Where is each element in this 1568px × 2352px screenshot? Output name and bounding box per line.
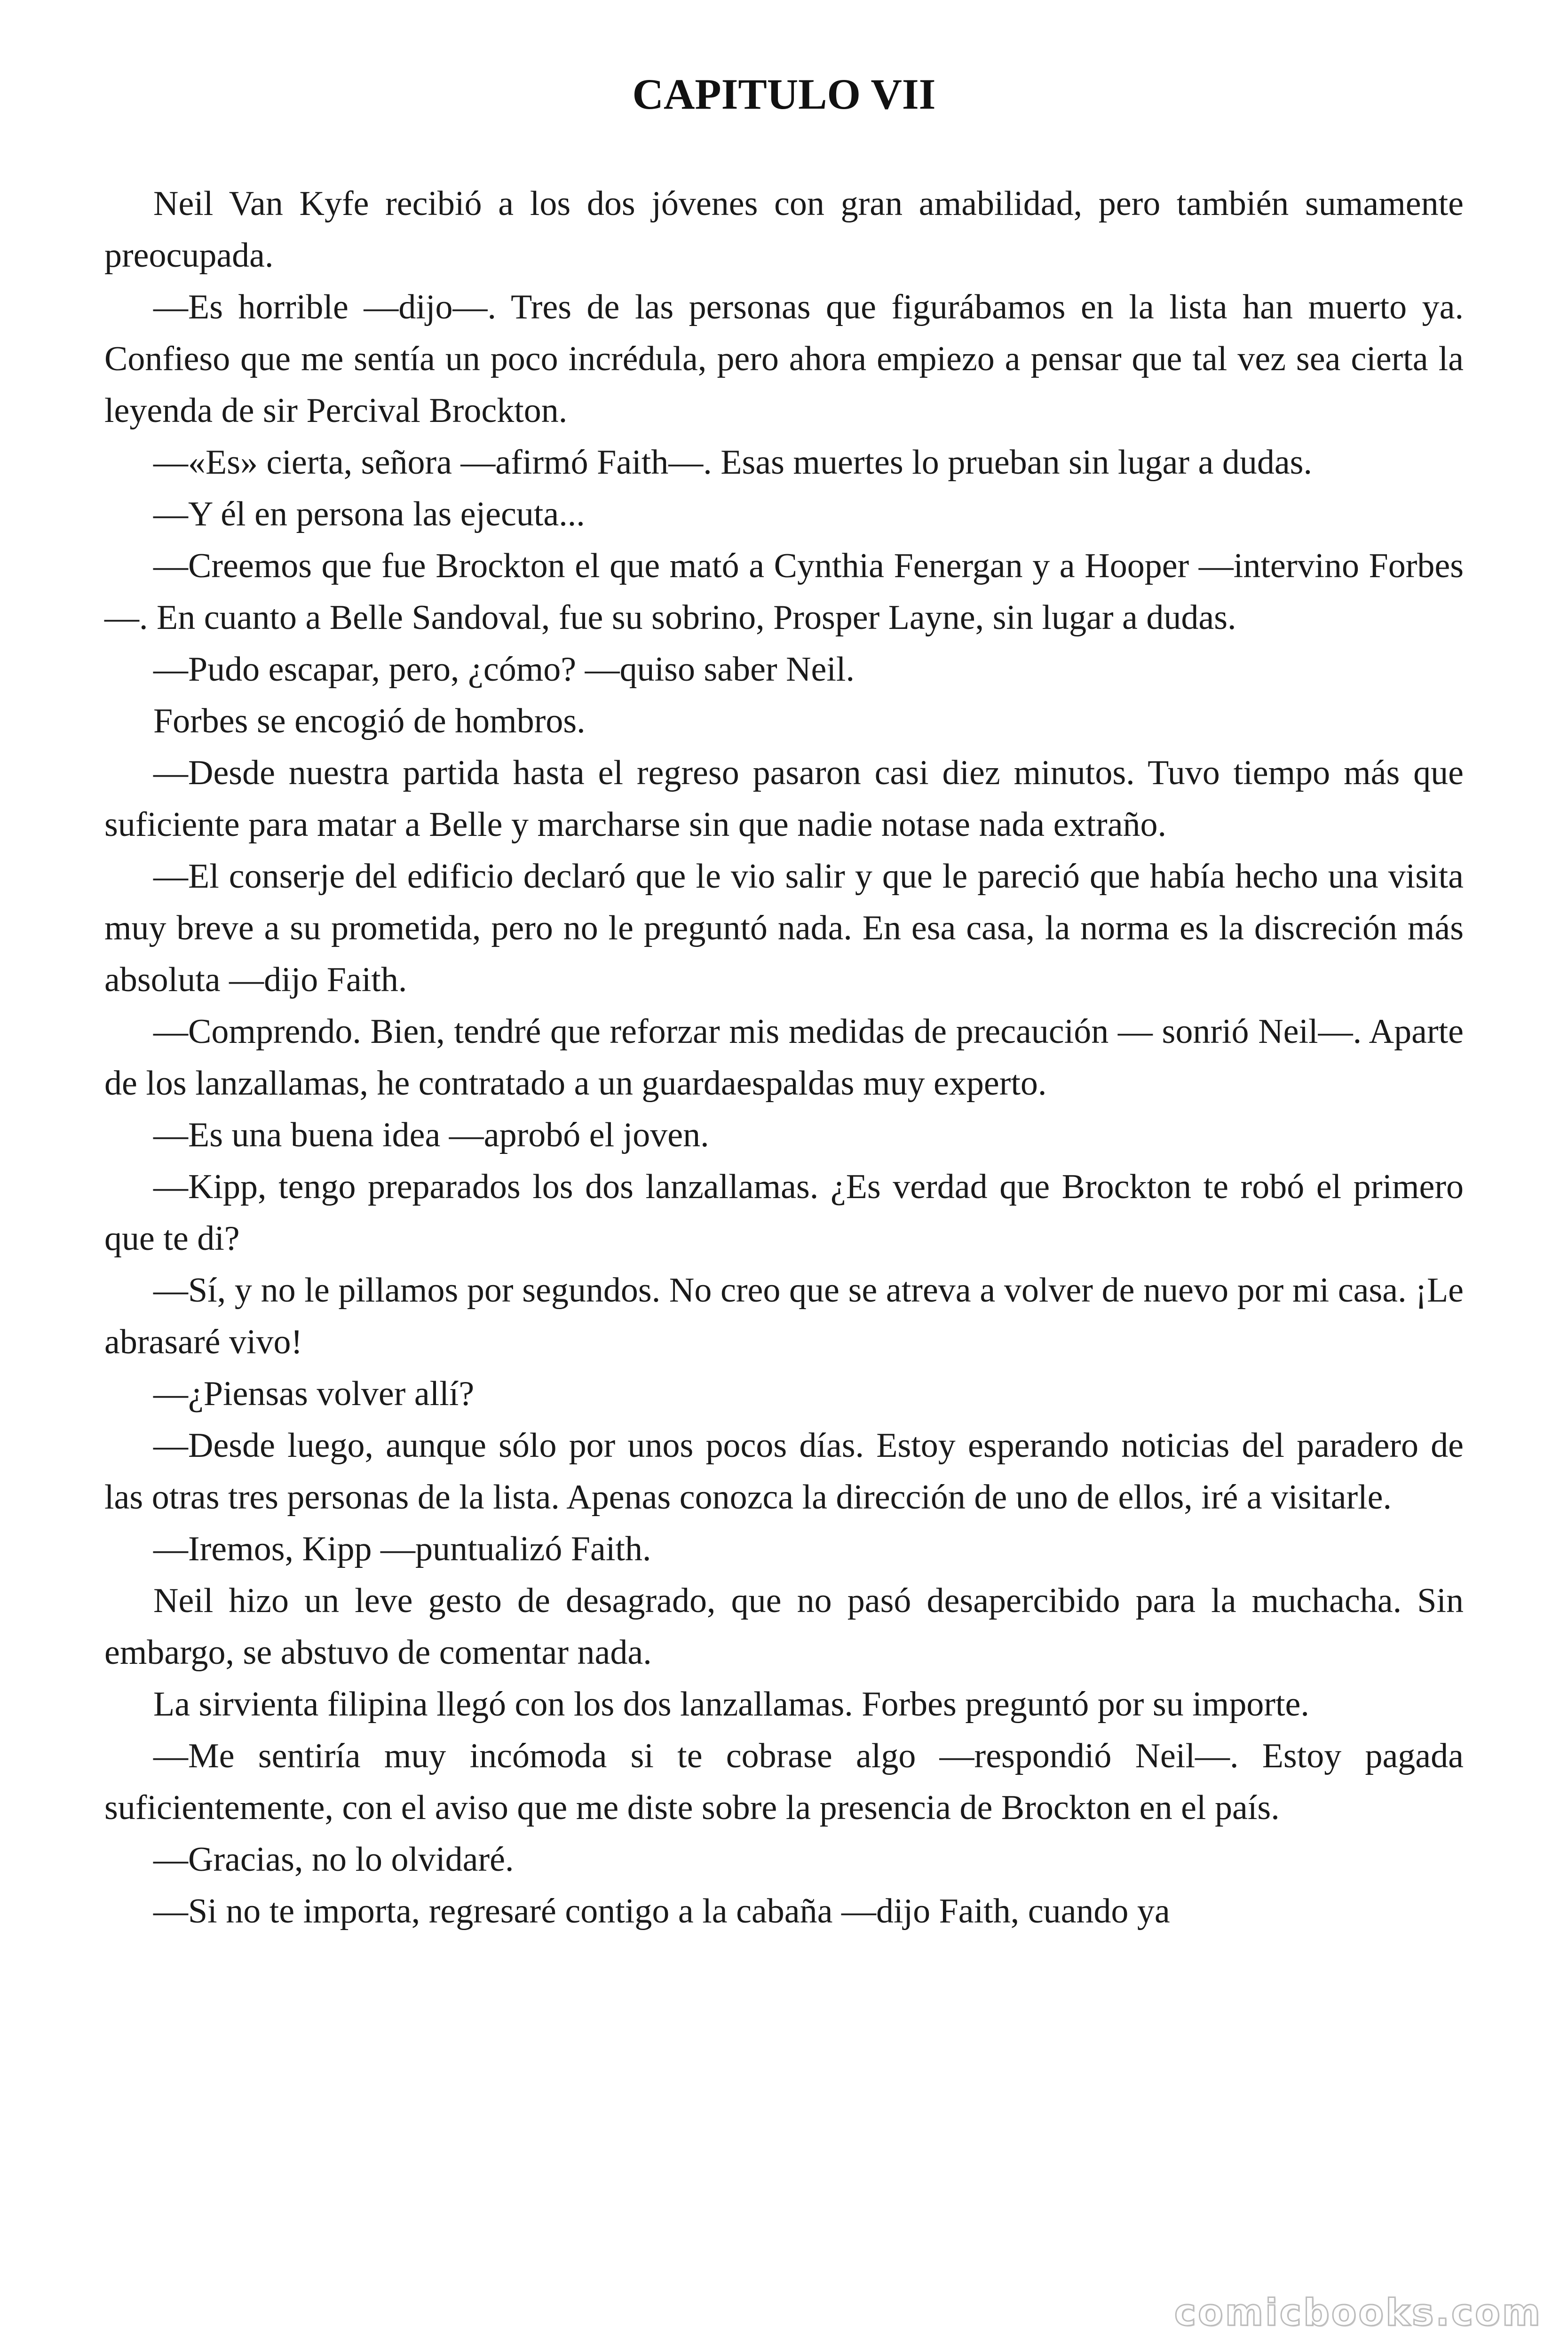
- paragraph: —Me sentiría muy incómoda si te cobrase algo —respondió Neil—. Estoy pagada suficientemente, con el aviso que me diste sobre la presencia de Brockton en el país.: [104, 1737, 1464, 1827]
- paragraph: —Pudo escapar, pero, ¿cómo? —quiso saber Neil.: [153, 650, 855, 689]
- paragraph: —Gracias, no lo olvidaré.: [153, 1840, 514, 1879]
- paragraph: La sirvienta filipina llegó con los dos lanzallamas. Forbes preguntó por su importe.: [153, 1685, 1309, 1724]
- paragraph: —El conserje del edificio declaró que le vio salir y que le pareció que había hecho una visita muy breve a su prometida, pero no le preguntó nada. En esa casa, la norma es la discreción más absoluta —dijo Faith.: [104, 857, 1464, 999]
- chapter-title: CAPITULO VII: [632, 70, 936, 118]
- paragraph: —Creemos que fue Brockton el que mató a Cynthia Fenergan y a Hooper —intervino Forbes—. En cuanto a Belle Sandoval, fue su sobrino, Prosper Layne, sin lugar a dudas.: [104, 547, 1464, 637]
- paragraph: —Desde luego, aunque sólo por unos pocos días. Estoy esperando noticias del paradero de las otras tres personas de la lista. Apenas conozca la dirección de uno de ellos, iré a visitarle.: [104, 1426, 1464, 1517]
- paragraph: Neil hizo un leve gesto de desagrado, que no pasó desapercibido para la muchacha. Sin embargo, se abstuvo de comentar nada.: [104, 1581, 1464, 1672]
- paragraph: —Y él en persona las ejecuta...: [153, 495, 585, 533]
- paragraph: Forbes se encogió de hombros.: [153, 702, 586, 740]
- paragraph: —«Es» cierta, señora —afirmó Faith—. Esas muertes lo prueban sin lugar a dudas.: [153, 443, 1312, 482]
- watermark-logo: comicbooks.com: [1174, 2292, 1542, 2334]
- paragraph: —Sí, y no le pillamos por segundos. No creo que se atreva a volver de nuevo por mi casa. ¡Le abrasaré vivo!: [104, 1271, 1464, 1361]
- paragraph: —Kipp, tengo preparados los dos lanzallamas. ¿Es verdad que Brockton te robó el primero que te di?: [104, 1168, 1464, 1258]
- paragraph: —Desde nuestra partida hasta el regreso pasaron casi diez minutos. Tuvo tiempo más que suficiente para matar a Belle y marcharse sin que nadie notase nada extraño.: [104, 754, 1464, 844]
- paragraph: —¿Piensas volver allí?: [153, 1375, 475, 1413]
- chapter-body: [104, 178, 1464, 1937]
- paragraph: —Si no te importa, regresaré contigo a la cabaña —dijo Faith, cuando ya: [153, 1892, 1170, 1931]
- paragraph: —Es una buena idea —aprobó el joven.: [153, 1116, 709, 1154]
- paragraph: Neil Van Kyfe recibió a los dos jóvenes con gran amabilidad, pero también sumamente preocupada.: [104, 184, 1464, 275]
- paragraph: —Es horrible —dijo—. Tres de las personas que figurábamos en la lista han muerto ya. Confieso que me sentía un poco incrédula, pero ahora empiezo a pensar que tal vez sea cierta la leyenda de sir Percival Brockton.: [104, 288, 1464, 430]
- paragraph: —Iremos, Kipp —puntualizó Faith.: [153, 1530, 651, 1568]
- paragraph: —Comprendo. Bien, tendré que reforzar mis medidas de precaución — sonrió Neil—. Aparte de los lanzallamas, he contratado a un guardaespaldas muy experto.: [104, 1012, 1464, 1103]
